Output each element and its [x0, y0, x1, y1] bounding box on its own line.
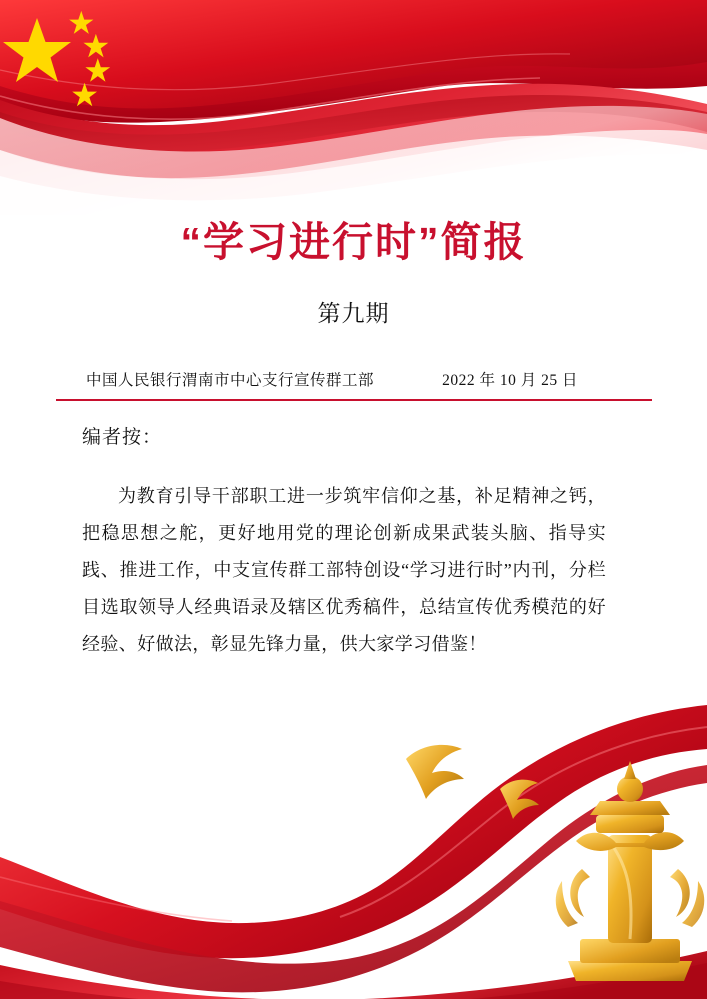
masthead-divider: [56, 399, 652, 401]
issue-number: 第九期: [317, 301, 390, 327]
issuing-department: 中国人民银行渭南市中心支行宣传群工部: [86, 372, 375, 389]
masthead-meta: [60, 368, 648, 390]
editor-note-body: 为教育引导干部职工进一步筑牢信仰之基，补足精神之钙，把稳思想之舵，更好地用党的理论创新成果武装头脑、指导实践、推进工作，中支宣传群工部特创设“学习进行时”内刊，分栏目选取领导人经典语录及辖区优秀稿件，总结宣传优秀模范的好经验、好做法，彰显先锋力量，供大家学习借鉴！: [82, 486, 606, 654]
bottom-decoration: [0, 679, 707, 999]
title-block: [0, 218, 707, 328]
page-title: “学习进行时”简报: [180, 219, 527, 265]
top-flag-banner: [0, 0, 707, 215]
gold-huabiao-column: [556, 761, 705, 981]
editor-note-label: 编者按：: [82, 427, 163, 448]
issue-date: 2022 年 10 月 25 日: [442, 372, 578, 389]
